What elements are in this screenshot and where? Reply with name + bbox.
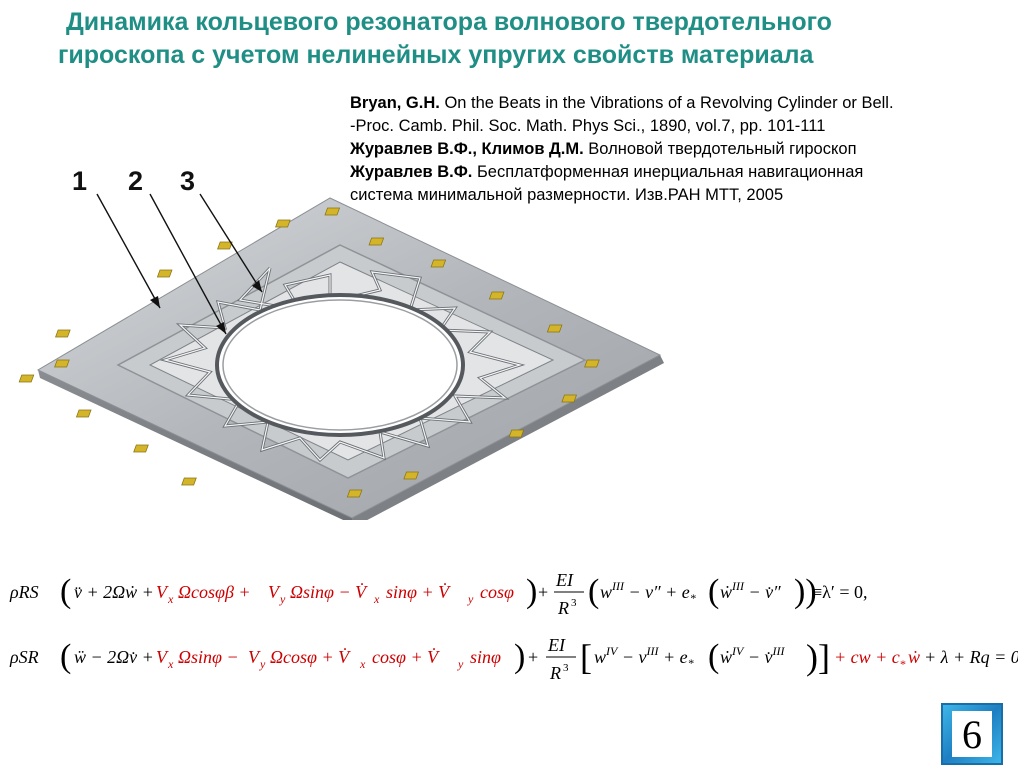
svg-text:cosφ + V̇: cosφ + V̇ — [372, 647, 439, 667]
svg-text:ẇIV − v̇III: ẇ$^{IV}$ − v̇$^{III}$ — [720, 644, 785, 667]
svg-text:)): )) — [794, 573, 817, 610]
svg-text:(: ( — [60, 638, 72, 675]
svg-text:x: x — [168, 592, 174, 606]
svg-text:(: ( — [588, 573, 600, 610]
svg-text:+: + — [538, 582, 549, 602]
reference-line-2: -Proc. Camb. Phil. Soc. Math. Phys Sci., 1890, vol.7, pp. 101-111 — [350, 117, 826, 135]
reference-line-4: Журавлев В.Ф. Бесплатформенная инерциальная навигационная — [350, 163, 864, 181]
svg-text:sinφ: sinφ — [470, 647, 501, 667]
svg-text:*: * — [900, 657, 906, 671]
svg-text:ẇ: ẇ — [908, 647, 921, 667]
figure-label-1: 1 — [72, 166, 88, 196]
svg-text:V: V — [156, 582, 167, 602]
svg-text:sinφ + V̇: sinφ + V̇ — [386, 582, 450, 602]
svg-text:(: ( — [60, 573, 72, 610]
resonator-figure — [0, 160, 680, 520]
svg-text:wIV − vIII + e*: $w^{IV} - v^{III} + e_*$ — [594, 644, 694, 670]
svg-text:R: R — [558, 598, 569, 618]
svg-text:3: 3 — [563, 662, 569, 674]
resonator-ring-inner — [223, 300, 457, 430]
svg-text:+ cw + c: + cw + c — [834, 647, 900, 667]
reference-line-3: Журавлев В.Ф., Климов Д.М. Волновой твердотельный гироскоп — [350, 140, 857, 158]
slide-number-badge — [941, 703, 1003, 765]
svg-text:): ) — [514, 638, 526, 675]
svg-text:ẇIII − v̇″: ẇ$^{III}$ − v̇″ — [720, 579, 781, 602]
figure-label-2: 2 — [128, 166, 144, 196]
resonator-illustration — [0, 160, 680, 520]
svg-text:ẅ − 2Ωv̇ +: ẅ − 2Ωv̇ + — [74, 647, 154, 667]
svg-text:Ωsinφ −: Ωsinφ − — [178, 647, 239, 667]
svg-text:x: x — [374, 592, 380, 606]
equation-2 — [8, 625, 1018, 695]
slide-title — [58, 6, 978, 72]
svg-text:x: x — [360, 657, 366, 671]
svg-text:≡λ′ = 0,: ≡λ′ = 0, — [812, 582, 868, 602]
reference-line-1: Bryan, G.H. On the Beats in the Vibrations of a Revolving Cylinder or Bell. — [350, 94, 894, 112]
svg-text:ρSR: ρSR — [10, 647, 39, 667]
svg-text:V: V — [268, 582, 279, 602]
svg-text:+: + — [528, 647, 539, 667]
equation-1-formula — [8, 560, 1018, 630]
svg-text:[: [ — [580, 637, 592, 677]
figure-label-3: 3 — [180, 166, 196, 196]
equation-1 — [8, 560, 1018, 630]
svg-text:y: y — [260, 657, 266, 671]
svg-text:y: y — [468, 592, 474, 606]
svg-text:y: y — [458, 657, 464, 671]
svg-text:(: ( — [708, 573, 720, 610]
svg-text:(: ( — [708, 638, 720, 675]
svg-text:ρRS: ρRS — [10, 582, 39, 602]
svg-text:cosφ: cosφ — [480, 582, 514, 602]
svg-text:Ωcosφβ +: Ωcosφβ + — [178, 582, 251, 602]
svg-text:V: V — [248, 647, 259, 667]
svg-text:V: V — [156, 647, 167, 667]
svg-text:Ωsinφ − V̇: Ωsinφ − V̇ — [290, 582, 367, 602]
svg-text:): ) — [526, 573, 538, 610]
slide-number: 6 — [952, 711, 992, 757]
svg-text:+ λ + Rq = 0,: + λ + Rq = 0, — [924, 647, 1018, 667]
svg-text:R: R — [550, 663, 561, 683]
title-line-1: Динамика кольцевого резонатора волнового твердотельного — [66, 8, 832, 36]
title-line-2: гироскопа с учетом нелинейных упругих свойств материала — [58, 41, 814, 69]
svg-text:v̈ + 2Ωẇ +: v̈ + 2Ωẇ + — [74, 582, 154, 602]
svg-text:3: 3 — [571, 597, 577, 609]
svg-text:Ωcosφ + V̇: Ωcosφ + V̇ — [270, 647, 350, 667]
svg-text:EI: EI — [556, 570, 573, 590]
reference-line-5: система минимальной размерности. Изв.РАН МТТ, 2005 — [350, 186, 784, 204]
equation-2-formula — [8, 625, 1018, 695]
svg-text:x: x — [168, 657, 174, 671]
svg-text:)]: )] — [806, 637, 830, 677]
svg-text:EI: EI — [548, 635, 565, 655]
svg-text:wIII − v″ + e*: $w^{III} - v'' + e_*$ — [600, 579, 696, 605]
svg-text:y: y — [280, 592, 286, 606]
